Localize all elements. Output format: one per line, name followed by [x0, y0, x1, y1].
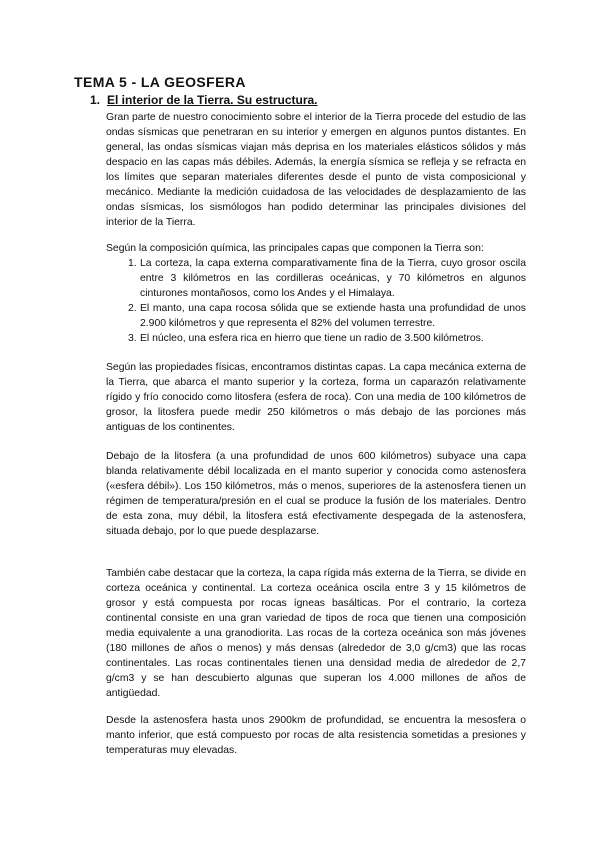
paragraph-composition-intro: Según la composición química, las principales capas que componen la Tierra son: [106, 243, 484, 254]
paragraph-mesosphere: Desde la astenosfera hasta unos 2900km de profundidad, se encuentra la mesosfera o manto inferior, que está compuesto por rocas de alta resistencia sometidas a presiones y temperaturas muy elevadas. [106, 715, 526, 756]
paragraph-crust-types: También cabe destacar que la corteza, la capa rígida más externa de la Tierra, se divide en corteza oceánica y continental. La corteza oceánica oscila entre 3 y 15 kilómetros de grosor y está compuesta por rocas ígneas basálticas. Por el contrario, la corteza continental consiste en una gran variedad de tipos de roca que tienen una composición media equivalente a una granodiorita. Las rocas de la corteza oceánica son más jóvenes (180 millones de años o menos) y más densas (alrededor de 3,0 g/cm3) que las rocas continentales. Las rocas continentales tienen una densidad media de alrededor de 2,7 g/cm3 y se han descubierto algunas que superan los 4.000 millones de años de antigüedad. [106, 568, 526, 699]
paragraph-seismic-waves: Gran parte de nuestro conocimiento sobre el interior de la Tierra procede del estudio de las ondas sísmicas que penetraran en su interior y emergen en algunos puntos distantes. En general, las ondas sísmicas viajan más deprisa en los materiales elásticos sólidos y más despacio en las capas más débiles. Además, la energía sísmica se refleja y se refracta en los límites que separan materiales diferentes desde el punto de vista composicional y mecánico. Mediante la medición cuidadosa de las velocidades de desplazamiento de las ondas sísmicas, los sismólogos han podido determinar las principales divisiones del interior de la Tierra. [106, 112, 526, 228]
list-item-number: 2. [128, 303, 137, 314]
list-item-number: 3. [128, 333, 137, 344]
layers-list [106, 256, 526, 346]
section-title: El interior de la Tierra. Su estructura. [107, 93, 318, 107]
paragraph-asthenosphere: Debajo de la litosfera (a una profundidad de unos 600 kilómetros) subyace una capa blanda relativamente débil localizada en el manto superior y conocida como astenosfera («esfera débil»). Los 150 kilómetros, más o menos, superiores de la astenosfera tienen un régimen de temperatura/presión en el cual se produce la fusión de los materiales. Dentro de esta zona, muy débil, la litosfera está efectivamente despegada de la astenosfera, situada debajo, por lo que puede desplazarse. [106, 451, 526, 537]
section-number: 1. [90, 93, 101, 107]
list-item [106, 256, 526, 301]
list-item-text: El manto, una capa rocosa sólida que se extiende hasta una profundidad de unos 2.900 kilómetros y que representa el 82% del volumen terrestre. [140, 303, 526, 329]
list-item [106, 301, 526, 331]
list-item-text: El núcleo, una esfera rica en hierro que tiene un radio de 3.500 kilómetros. [140, 333, 484, 344]
list-item [106, 331, 526, 346]
paragraph-lithosphere: Según las propiedades físicas, encontramos distintas capas. La capa mecánica externa de la Tierra, que abarca el manto superior y la corteza, forma un caparazón relativamente rígido y frío conocido como litosfera (esfera de roca). Con una media de 100 kilómetros de grosor, la litosfera puede medir 250 kilómetros o más debajo de las porciones más antiguas de los continentes. [106, 362, 526, 433]
list-item-number: 1. [128, 258, 137, 269]
page-title: TEMA 5 - LA GEOSFERA [74, 74, 246, 90]
section-heading [90, 93, 318, 107]
list-item-text: La corteza, la capa externa comparativamente fina de la Tierra, cuyo grosor oscila entre 3 kilómetros en las cordilleras oceánicas, y 70 kilómetros en algunos cinturones montañosos, como los Andes y el Himalaya. [140, 258, 526, 299]
